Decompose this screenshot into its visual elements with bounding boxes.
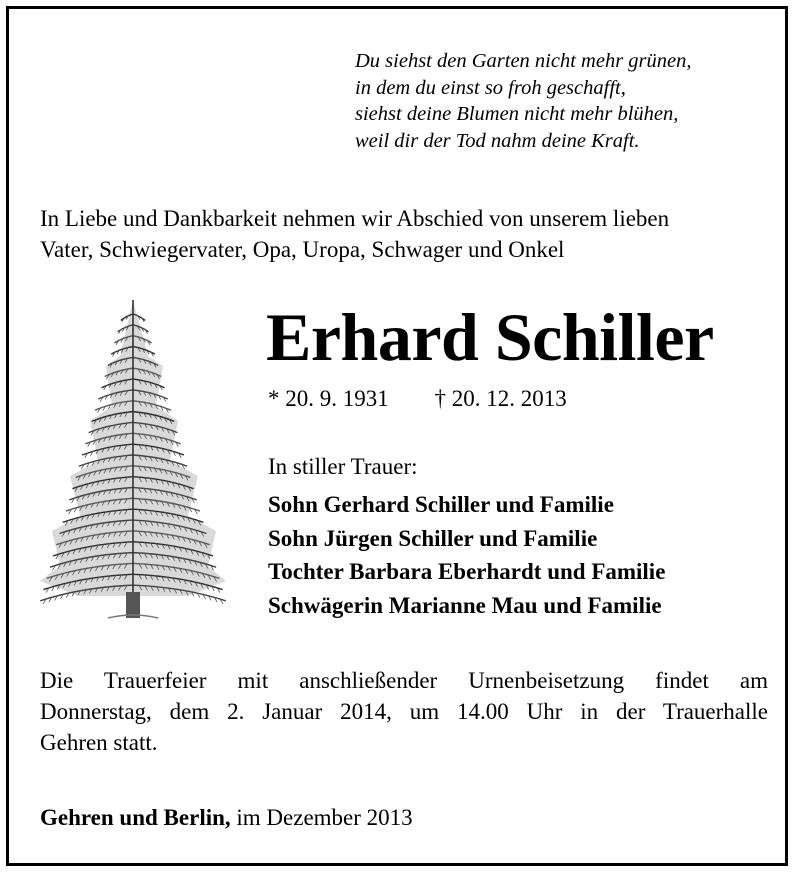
mourner-entry: Sohn Jürgen Schiller und Familie [268,525,598,551]
tree-drawing [40,300,226,618]
mourning-label: In stiller Trauer: [268,454,418,479]
fir-tree-icon [38,296,228,624]
ceremony-info [40,665,768,758]
signoff-date: im Dezember 2013 [236,805,413,830]
poem-line: in dem du einst so froh geschafft, [355,76,626,99]
signoff-places: Gehren und Berlin, [40,805,231,830]
ceremony-line: Donnerstag, dem 2. Januar 2014, um 14.00 Uhr in der Trauerhalle [40,699,768,724]
mourner-entry: Schwägerin Marianne Mau und Familie [268,592,662,618]
ceremony-line: Gehren statt. [40,730,158,755]
mourner-entry: Tochter Barbara Eberhardt und Familie [268,559,666,584]
ceremony-line: Die Trauerfeier mit anschließender Urnenbeisetzung findet am [40,668,768,693]
mourners-list [268,488,665,622]
mourner-entry: Sohn Gerhard Schiller und Familie [268,492,614,517]
deceased-name: Erhard Schiller [266,299,714,375]
memorial-poem [355,48,692,154]
life-dates [268,384,567,414]
farewell-intro [40,203,770,265]
intro-line: Vater, Schwiegervater, Opa, Uropa, Schwager und Onkel [40,237,565,262]
signoff [40,803,413,833]
poem-line: Du siehst den Garten nicht mehr grünen, [355,50,692,72]
poem-line: siehst deine Blumen nicht mehr blühen, [355,103,679,125]
poem-line: weil dir der Tod nahm deine Kraft. [355,129,640,152]
death-date: † 20. 12. 2013 [434,386,567,411]
intro-line: In Liebe und Dankbarkeit nehmen wir Abschied von unserem lieben [40,206,670,231]
birth-date: * 20. 9. 1931 [268,386,389,411]
